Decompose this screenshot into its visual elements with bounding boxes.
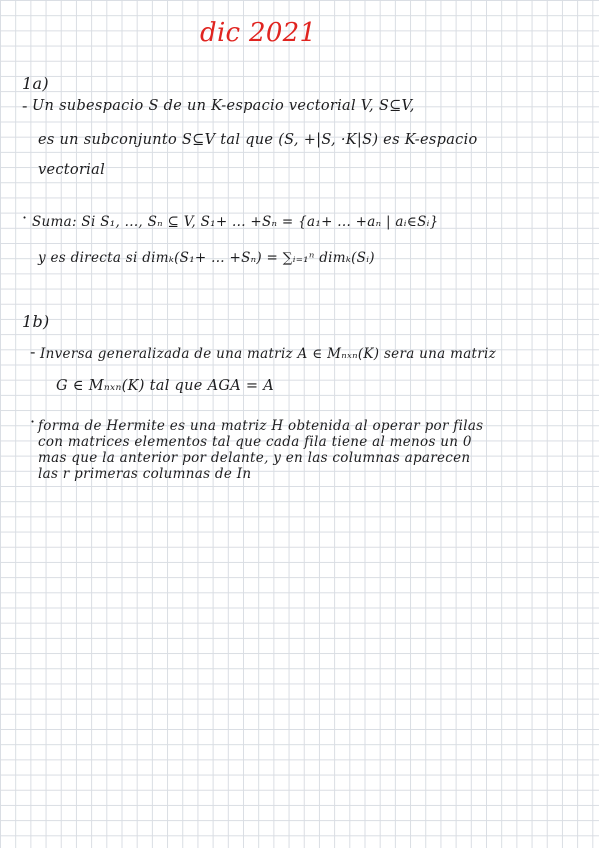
definition-hermite-line-2: con matrices elementos tal que cada fila tiene al menos un 0 bbox=[38, 434, 472, 450]
definition-hermite-line-1: forma de Hermite es una matriz H obtenida al operar por filas bbox=[38, 418, 484, 434]
section-1b-label: 1b) bbox=[22, 312, 50, 331]
definition-direct-sum-line: y es directa si dimₖ(S₁+ ... +Sₙ) = ∑ᵢ₌₁ⁿ dimₖ(Sᵢ) bbox=[38, 250, 375, 266]
bullet-dot: · bbox=[30, 412, 36, 431]
definition-hermite-line-4: las r primeras columnas de In bbox=[38, 466, 252, 482]
definition-sum-line: Suma: Si S₁, ..., Sₙ ⊆ V, S₁+ ... +Sₙ = {a₁+ ... +aₙ | aᵢ∈Sᵢ} bbox=[32, 214, 439, 230]
definition-subspace-line-3: vectorial bbox=[38, 162, 106, 178]
section-1a-label: 1a) bbox=[22, 74, 49, 93]
bullet-dot: · bbox=[22, 208, 28, 227]
bullet-dash: - bbox=[22, 96, 28, 115]
definition-generalized-inverse-line-2: G ∈ Mₙₓₙ(K) tal que AGA = A bbox=[56, 378, 275, 394]
definition-subspace-line-1: Un subespacio S de un K-espacio vectorial V, S⊆V, bbox=[32, 98, 415, 114]
definition-generalized-inverse-line-1: Inversa generalizada de una matriz A ∈ Mₙₓₙ(K) sera una matriz bbox=[40, 346, 497, 362]
definition-subspace-line-2: es un subconjunto S⊆V tal que (S, +|S, ·K|S) es K-espacio bbox=[38, 132, 478, 148]
bullet-dash: - bbox=[30, 342, 36, 361]
definition-hermite-line-3: mas que la anterior por delante, y en las columnas aparecen bbox=[38, 450, 471, 466]
page-title: dic 2021 bbox=[200, 18, 317, 48]
